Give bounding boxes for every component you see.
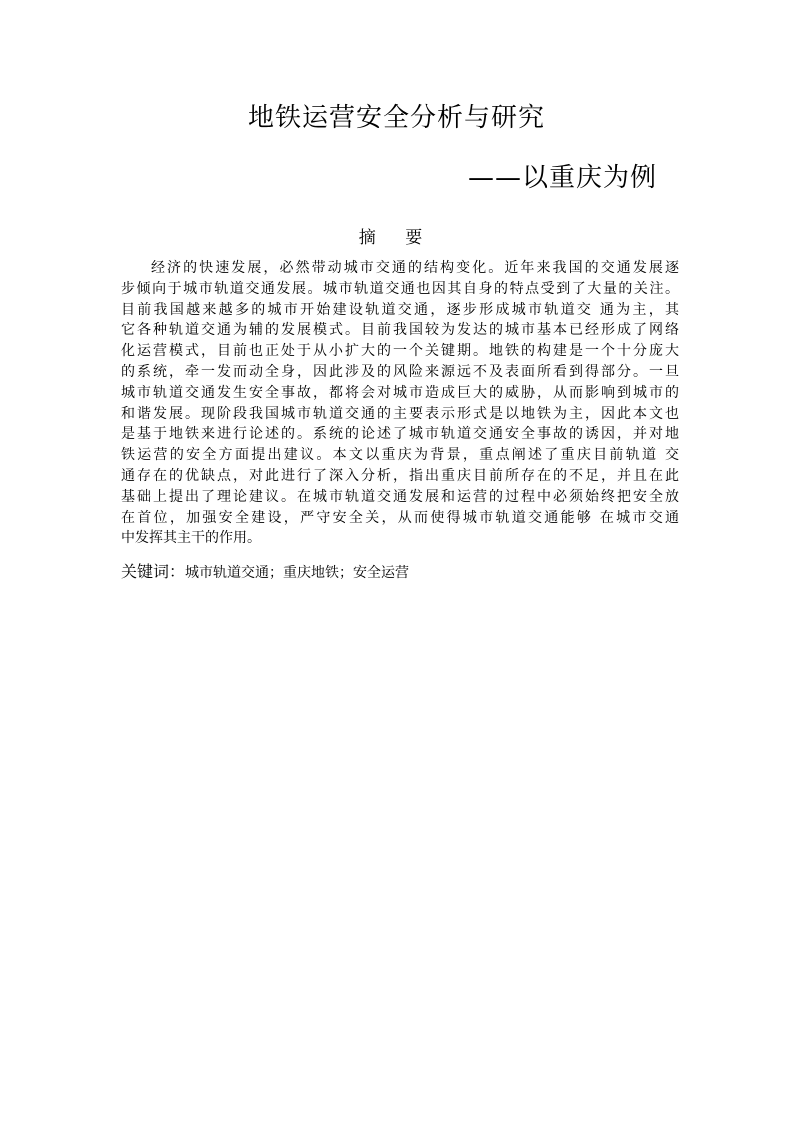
abstract-line: 的系统，牵一发而动全身，因此涉及的风险来源远不及表面所看到得部分。一旦 xyxy=(121,363,679,380)
abstract-line: 步倾向于城市轨道交通发展。城市轨道交通也因其自身的特点受到了大量的关注。 xyxy=(121,280,679,297)
document-title: 地铁运营安全分析与研究 xyxy=(247,103,545,133)
abstract-line: 经济的快速发展，必然带动城市交通的结构变化。近年来我国的交通发展逐 xyxy=(151,260,679,276)
abstract-line: 它各种轨道交通为辅的发展模式。目前我国较为发达的城市基本已经形成了网络 xyxy=(121,322,679,339)
abstract-heading: 摘 要 xyxy=(358,228,435,248)
abstract-line: 在首位，加强安全建设，严守安全关，从而使得城市轨道交通能够 在城市交通 xyxy=(121,509,679,526)
abstract-line: 通存在的优缺点，对此进行了深入分析，指出重庆目前所存在的不足，并且在此 xyxy=(121,467,679,484)
keywords-line xyxy=(121,560,409,585)
abstract-line: 中发挥其主干的作用。 xyxy=(121,530,261,547)
abstract-line: 化运营模式，目前也正处于从小扩大的一个关键期。地铁的构建是一个十分庞大 xyxy=(121,343,679,360)
keywords-label: 关键词： xyxy=(121,562,186,581)
abstract-line: 基础上提出了理论建议。在城市轨道交通发展和运营的过程中必须始终把安全放 xyxy=(121,488,679,505)
abstract-line: 是基于地铁来进行论述的。系统的论述了城市轨道交通安全事故的诱因，并对地 xyxy=(121,426,679,443)
abstract-line: 和谐发展。现阶段我国城市轨道交通的主要表示形式是以地铁为主，因此本文也 xyxy=(121,405,679,422)
keywords-value: 城市轨道交通；重庆地铁；安全运营 xyxy=(185,565,410,581)
abstract-line: 铁运营的安全方面提出建议。本文以重庆为背景，重点阐述了重庆目前轨道 交 xyxy=(121,447,679,464)
abstract-body xyxy=(121,258,679,549)
abstract-line: 城市轨道交通发生安全事故，都将会对城市造成巨大的威胁，从而影响到城市的 xyxy=(121,384,679,401)
abstract-line: 目前我国越来越多的城市开始建设轨道交通，逐步形成城市轨道交 通为主，其 xyxy=(121,301,679,318)
document-subtitle: ——以重庆为例 xyxy=(468,163,658,193)
